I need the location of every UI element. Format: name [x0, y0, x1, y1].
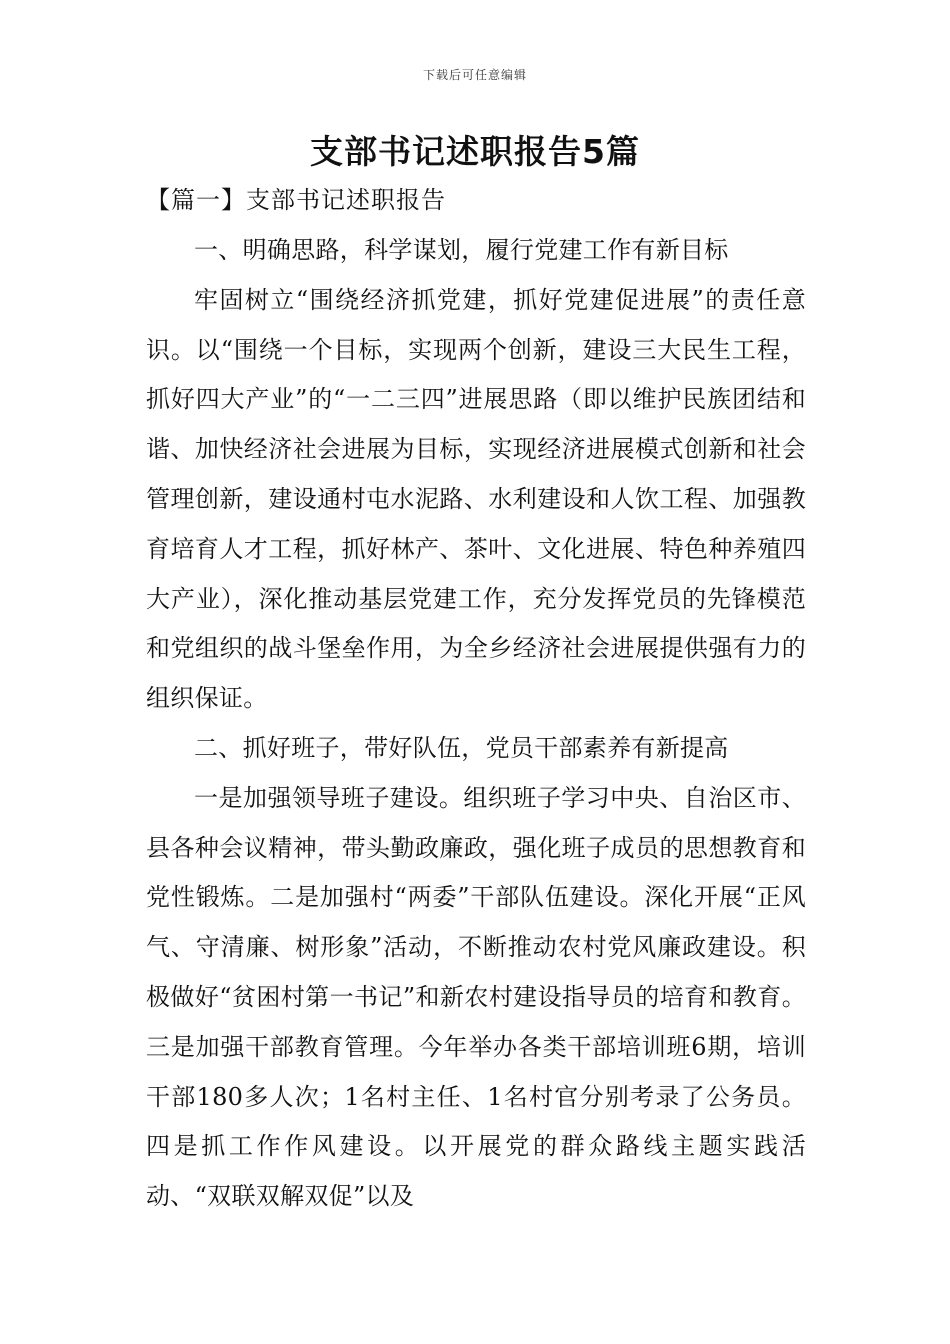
subheading-2: 二、抓好班子，带好队伍，党员干部素养有新提高 [194, 733, 729, 762]
section-heading: 【篇一】支部书记述职报告 [146, 186, 446, 214]
body-paragraph-2: 一是加强领导班子建设。组织班子学习中央、自治区市、县各种会议精神，带头勤政廉政，强化班子成员的思想教育和党性锻炼。二是加强村“两委”干部队伍建设。深化开展“正风气、守清廉、树形象”活动，不断推动农村党风廉政建设。积极做好“贫困村第一书记”和新农村建设指导员的培育和教育。三是加强干部教育管理。今年举办各类干部培训班6期，培训干部180多人次；1名村主任、1名村官分别考录了公务员。四是抓工作作风建设。以开展党的群众路线主题实践活动、“双联双解双促”以及 [146, 783, 806, 1211]
body-paragraph-1: 牢固树立“围绕经济抓党建，抓好党建促进展”的责任意识。以“围绕一个目标，实现两个创新，建设三大民生工程，抓好四大产业”的“一二三四”进展思路（即以维护民族团结和谐、加快经济社会进展为目标，实现经济进展模式创新和社会管理创新，建设通村屯水泥路、水利建设和人饮工程、加强教育培育人才工程，抓好林产、茶叶、文化进展、特色种养殖四大产业），深化推动基层党建工作，充分发挥党员的先锋模范和党组织的战斗堡垒作用，为全乡经济社会进展提供强有力的组织保证。 [146, 285, 806, 713]
document-title: 支部书记述职报告5篇 [310, 132, 640, 171]
subheading-1: 一、明确思路，科学谋划，履行党建工作有新目标 [194, 236, 729, 264]
document-body [146, 226, 806, 1222]
header-note: 下载后可任意编辑 [422, 68, 527, 82]
